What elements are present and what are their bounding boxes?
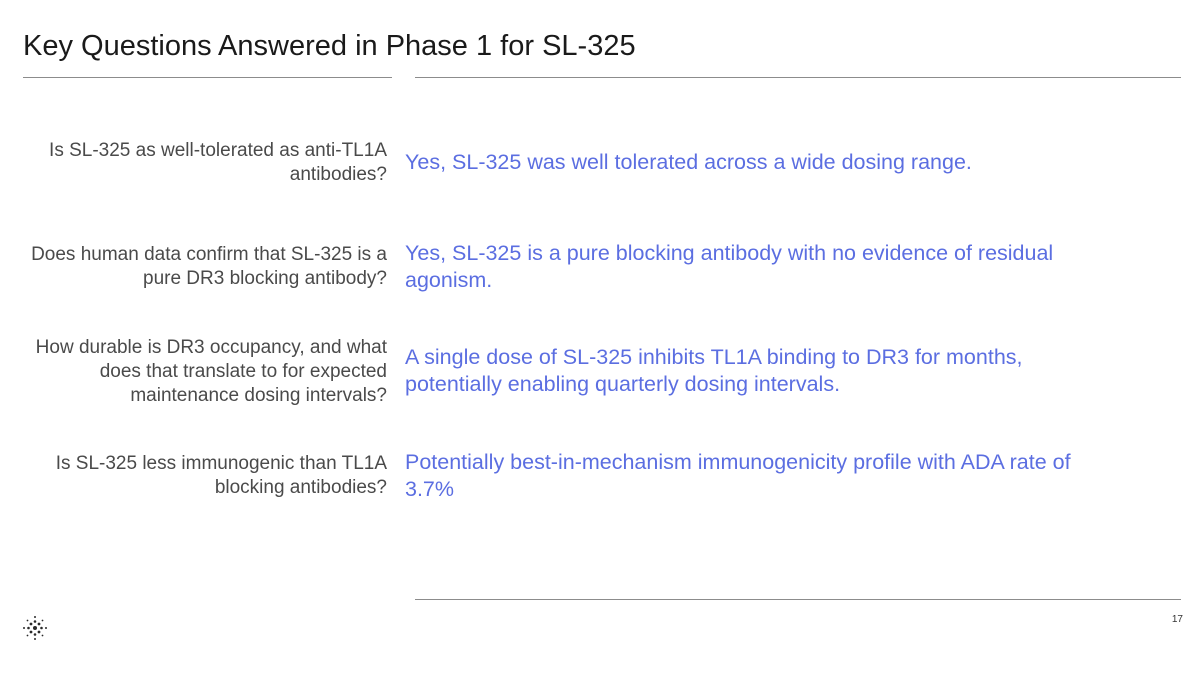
- answer-4: Potentially best-in-mechanism immunogenicity profile with ADA rate of 3.7%: [405, 450, 1071, 501]
- answer-2: Yes, SL-325 is a pure blocking antibody with no evidence of residual agonism.: [405, 241, 1054, 292]
- footer-divider: [415, 599, 1181, 600]
- question-3: How durable is DR3 occupancy, and what does that translate to for expected maintenance dosing intervals?: [35, 337, 387, 406]
- title-divider-left: [23, 77, 392, 78]
- question-4: Is SL-325 less immunogenic than TL1A blocking antibodies?: [55, 453, 387, 498]
- page-title: Key Questions Answered in Phase 1 for SL-325: [23, 30, 636, 62]
- answer-1: Yes, SL-325 was well tolerated across a wide dosing range.: [405, 150, 972, 174]
- question-2: Does human data confirm that SL-325 is a pure DR3 blocking antibody?: [31, 244, 387, 289]
- dot-cluster-logo-icon: [22, 615, 48, 641]
- page-number: 17: [1171, 614, 1183, 625]
- question-1: Is SL-325 as well-tolerated as anti-TL1A antibodies?: [49, 140, 387, 185]
- answer-3: A single dose of SL-325 inhibits TL1A binding to DR3 for months, potentially enabling quarterly dosing intervals.: [405, 345, 1023, 396]
- title-divider-right: [415, 77, 1181, 78]
